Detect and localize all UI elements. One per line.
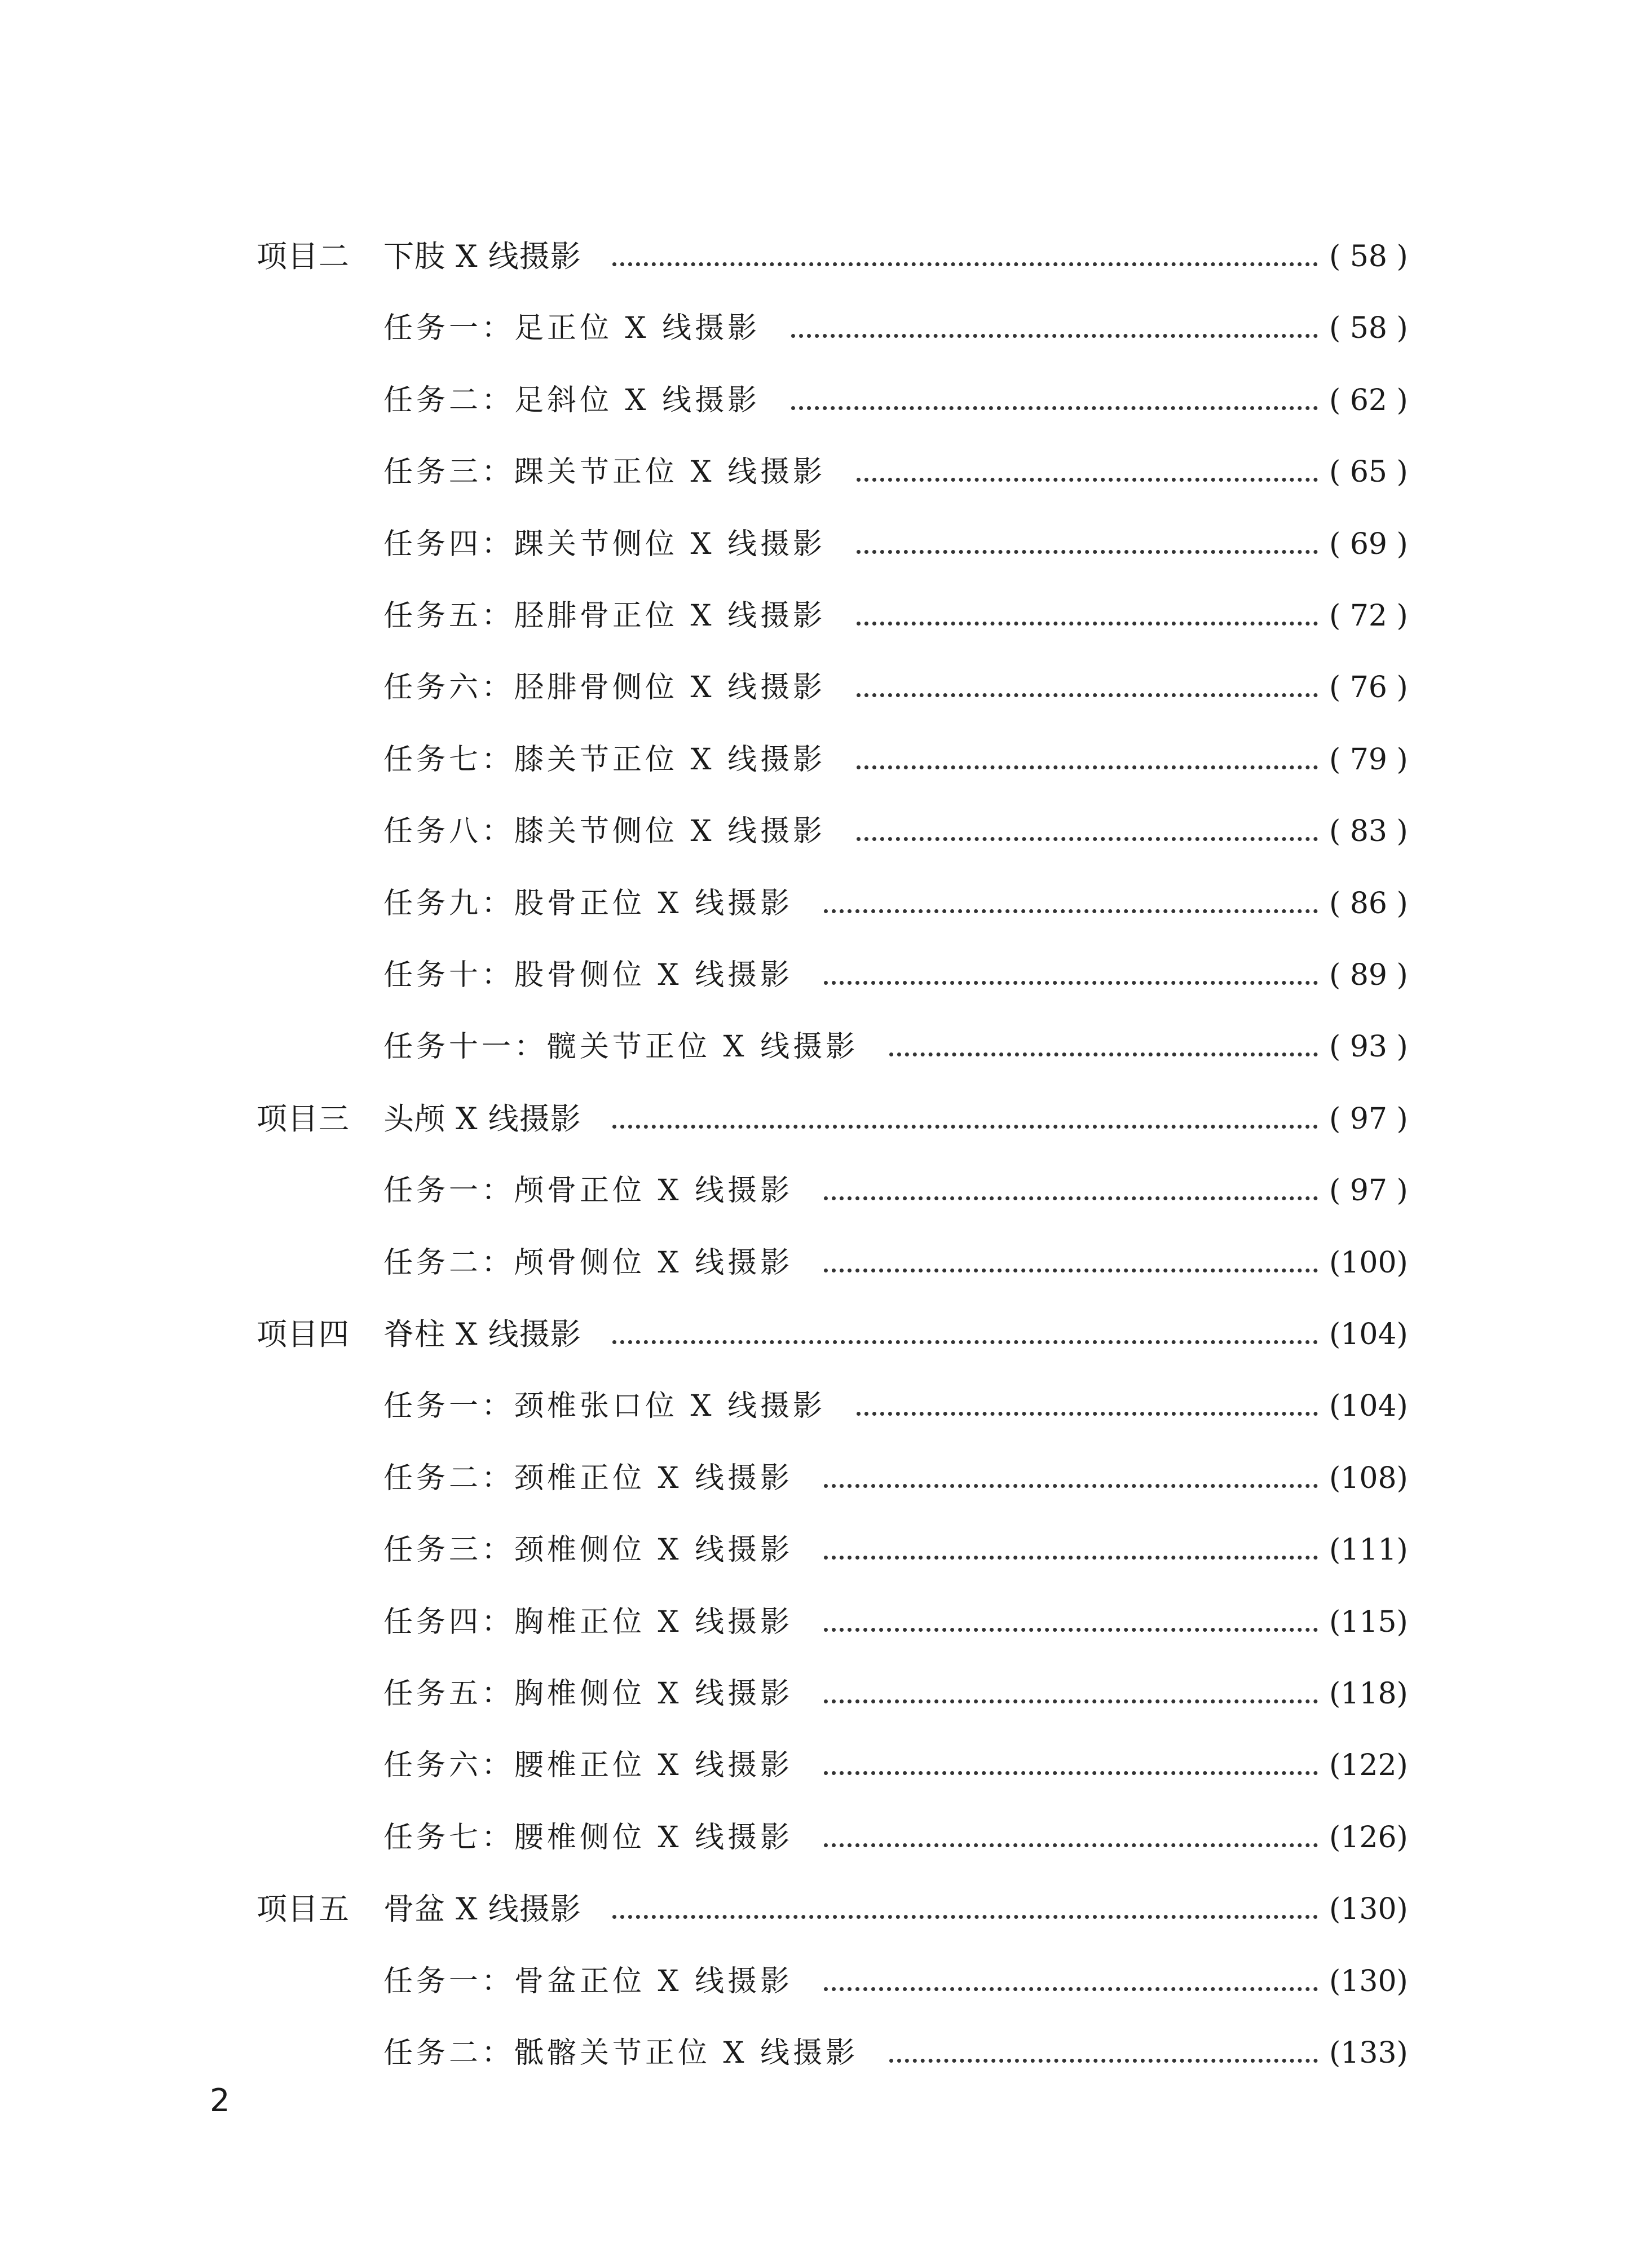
- toc-page-number: (130): [1329, 1892, 1408, 1927]
- toc-project-number: 项目四: [257, 1316, 350, 1352]
- toc-task-title: 任务一：骨盆正位 X 线摄影: [383, 1964, 793, 1998]
- dot-leader: [824, 981, 1318, 985]
- dot-leader: [857, 622, 1318, 626]
- toc-task-entry: [0, 1450, 1628, 1507]
- toc-page-number: ( 62 ): [1329, 383, 1408, 417]
- dot-leader: [612, 1915, 1318, 1919]
- toc-task-entry: [0, 803, 1628, 860]
- toc-task-title: 任务八：膝关节侧位 X 线摄影: [383, 814, 826, 849]
- toc-task-title: 任务三：踝关节正位 X 线摄影: [383, 455, 826, 490]
- toc-project-heading: [257, 1306, 581, 1363]
- dot-leader: [889, 1052, 1318, 1056]
- toc-page-number: ( 76 ): [1329, 671, 1408, 705]
- toc-project-number: 项目五: [257, 1891, 350, 1927]
- toc-page-number: ( 79 ): [1329, 742, 1408, 777]
- toc-task-entry: [0, 516, 1628, 572]
- toc-task-entry: [0, 1953, 1628, 2010]
- toc-project-entry: [0, 228, 1628, 285]
- toc-page-number: (133): [1329, 2036, 1408, 2070]
- dot-leader: [824, 1269, 1318, 1272]
- toc-project-number: 项目三: [257, 1100, 350, 1137]
- toc-task-title: 任务六：胫腓骨侧位 X 线摄影: [383, 671, 826, 705]
- toc-page-number: ( 97 ): [1329, 1102, 1408, 1136]
- page-number: 2: [210, 2082, 230, 2119]
- toc-task-entry: [0, 1235, 1628, 1291]
- toc-project-title: 骨盆 X 线摄影: [383, 1891, 581, 1927]
- toc-page-number: ( 93 ): [1329, 1030, 1408, 1064]
- toc-page-number: (100): [1329, 1245, 1408, 1280]
- toc-page-number: (108): [1329, 1461, 1408, 1495]
- toc-project-number: 项目二: [257, 239, 350, 274]
- toc-task-entry: [0, 947, 1628, 1003]
- dot-leader: [857, 693, 1318, 697]
- dot-leader: [791, 334, 1318, 338]
- dot-leader: [612, 1340, 1318, 1344]
- dot-leader: [612, 1125, 1318, 1129]
- toc-page-number: (126): [1329, 1820, 1408, 1855]
- toc-task-entry: [0, 588, 1628, 644]
- dot-leader: [824, 1987, 1318, 1991]
- toc-task-title: 任务三：颈椎侧位 X 线摄影: [383, 1533, 793, 1567]
- dot-leader: [824, 1484, 1318, 1488]
- toc-task-entry: [0, 1666, 1628, 1722]
- toc-task-entry: [0, 1809, 1628, 1866]
- toc-task-entry: [0, 2025, 1628, 2081]
- toc-task-title: 任务六：腰椎正位 X 线摄影: [383, 1749, 793, 1783]
- toc-task-title: 任务一：足正位 X 线摄影: [383, 311, 761, 346]
- toc-task-title: 任务一：颈椎张口位 X 线摄影: [383, 1389, 826, 1424]
- toc-project-title: 头颅 X 线摄影: [383, 1100, 581, 1137]
- toc-page-number: ( 69 ): [1329, 527, 1408, 561]
- toc-page-number: ( 97 ): [1329, 1174, 1408, 1208]
- dot-leader: [824, 1628, 1318, 1632]
- toc-task-entry: [0, 732, 1628, 788]
- toc-project-heading: [257, 1091, 581, 1147]
- toc-project-title: 脊柱 X 线摄影: [383, 1316, 581, 1352]
- dot-leader: [824, 1771, 1318, 1775]
- toc-page-number: ( 58 ): [1329, 311, 1408, 346]
- toc-project-entry: [0, 1881, 1628, 1937]
- toc-task-entry: [0, 1737, 1628, 1794]
- dot-leader: [857, 1412, 1318, 1416]
- dot-leader: [857, 837, 1318, 841]
- toc-task-entry: [0, 1162, 1628, 1219]
- dot-leader: [791, 406, 1318, 410]
- toc-task-entry: [0, 444, 1628, 500]
- toc-project-entry: [0, 1306, 1628, 1363]
- dot-leader: [824, 909, 1318, 913]
- toc-task-title: 任务四：胸椎正位 X 线摄影: [383, 1605, 793, 1639]
- toc-task-title: 任务五：胫腓骨正位 X 线摄影: [383, 599, 826, 633]
- toc-task-title: 任务十：股骨侧位 X 线摄影: [383, 958, 793, 992]
- toc-task-title: 任务四：踝关节侧位 X 线摄影: [383, 527, 826, 561]
- toc-task-title: 任务二：骶髂关节正位 X 线摄影: [383, 2036, 859, 2070]
- toc-task-title: 任务二：足斜位 X 线摄影: [383, 383, 761, 417]
- toc-task-entry: [0, 1019, 1628, 1075]
- toc-task-entry: [0, 372, 1628, 429]
- dot-leader: [612, 262, 1318, 266]
- toc-task-title: 任务二：颈椎正位 X 线摄影: [383, 1461, 793, 1495]
- toc-project-title: 下肢 X 线摄影: [383, 239, 581, 274]
- toc-task-entry: [0, 1522, 1628, 1578]
- dot-leader: [857, 478, 1318, 482]
- toc-page-number: (111): [1329, 1533, 1408, 1567]
- toc-page-number: (118): [1329, 1677, 1408, 1711]
- toc-project-heading: [257, 1881, 581, 1937]
- toc-task-title: 任务二：颅骨侧位 X 线摄影: [383, 1245, 793, 1280]
- toc-project-entry: [0, 1091, 1628, 1147]
- toc-task-entry: [0, 875, 1628, 932]
- toc-page-number: (115): [1329, 1605, 1408, 1639]
- toc-page-number: ( 86 ): [1329, 886, 1408, 921]
- toc-page-number: ( 65 ): [1329, 455, 1408, 490]
- toc-task-title: 任务七：膝关节正位 X 线摄影: [383, 742, 826, 777]
- toc-page-number: (104): [1329, 1318, 1408, 1351]
- toc-task-entry: [0, 1594, 1628, 1650]
- dot-leader: [824, 1556, 1318, 1560]
- toc-page-number: ( 58 ): [1329, 240, 1408, 274]
- toc-page-number: (104): [1329, 1389, 1408, 1424]
- dot-leader: [824, 1843, 1318, 1847]
- toc-task-title: 任务七：腰椎侧位 X 线摄影: [383, 1820, 793, 1855]
- toc-task-entry: [0, 1378, 1628, 1434]
- dot-leader: [857, 550, 1318, 554]
- toc-task-title: 任务九：股骨正位 X 线摄影: [383, 886, 793, 921]
- dot-leader: [889, 2059, 1318, 2063]
- toc-page-number: (122): [1329, 1749, 1408, 1783]
- dot-leader: [857, 765, 1318, 769]
- toc-page-number: ( 72 ): [1329, 599, 1408, 633]
- toc-page-number: (130): [1329, 1964, 1408, 1998]
- toc-task-title: 任务十一：髋关节正位 X 线摄影: [383, 1030, 859, 1064]
- toc-task-entry: [0, 659, 1628, 716]
- toc-task-title: 任务一：颅骨正位 X 线摄影: [383, 1174, 793, 1208]
- toc-page-number: ( 89 ): [1329, 958, 1408, 992]
- toc-page-number: ( 83 ): [1329, 814, 1408, 849]
- toc-task-entry: [0, 300, 1628, 356]
- toc-task-title: 任务五：胸椎侧位 X 线摄影: [383, 1677, 793, 1711]
- dot-leader: [824, 1196, 1318, 1200]
- dot-leader: [824, 1699, 1318, 1703]
- toc-project-heading: [257, 228, 581, 285]
